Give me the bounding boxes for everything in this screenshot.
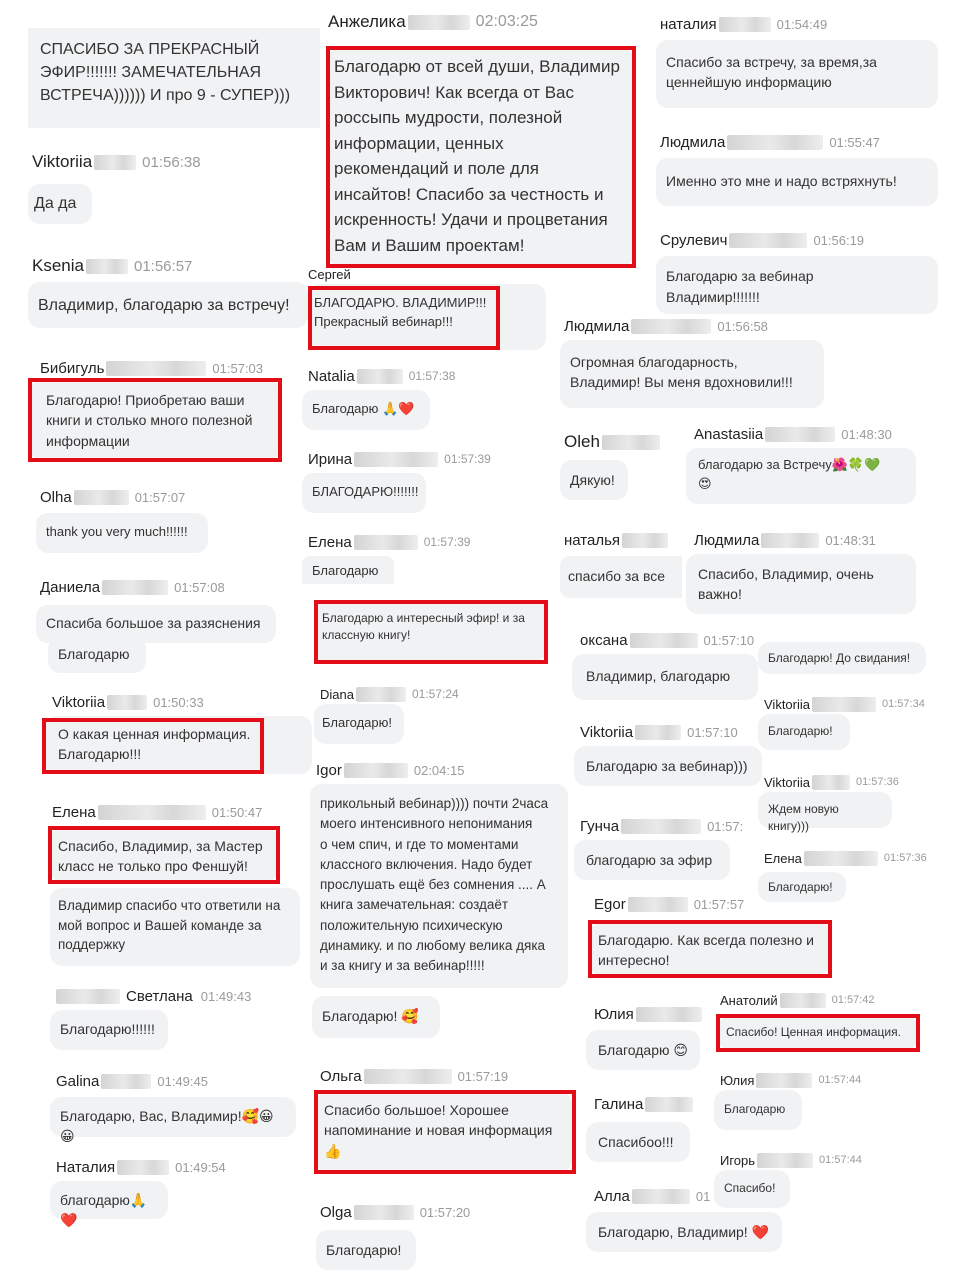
redacted-surname — [628, 897, 688, 912]
message-bubble: Благодарю! До свидания! — [758, 642, 926, 674]
sender-name: Viktoriia — [52, 693, 106, 711]
message-bubble: благодарю за эфир — [574, 840, 730, 880]
sender-name: Galina — [56, 1072, 100, 1090]
redacted-surname — [602, 435, 660, 450]
sender-name: Viktoriia — [764, 774, 811, 790]
sender-name: Сергей — [308, 266, 351, 282]
message-time: 01 — [695, 1188, 711, 1204]
message-bubble: Огромная благодарность, Владимир! Вы меня вдохновили!!! — [560, 340, 824, 408]
message-time: 01:56:38 — [142, 153, 201, 171]
message-bubble: благодарю за Встречу🌺🍀💚 😍 — [686, 448, 916, 504]
message-bubble: Владимир, благодарю — [572, 654, 758, 700]
sender-name: наталия — [660, 15, 717, 33]
sender-name: оксана — [580, 631, 628, 649]
redacted-surname — [757, 1153, 813, 1168]
redacted-surname — [354, 452, 438, 467]
message-bubble: Благодарю 😊 — [586, 1030, 700, 1070]
message-time: 01:48:31 — [825, 532, 876, 548]
message-bubble: Да да — [28, 184, 92, 224]
message-bubble: О какая ценная информация. Благодарю!!! — [44, 716, 312, 774]
sender-name: Срулевич — [660, 231, 728, 249]
sender-name: Гунча — [580, 817, 620, 835]
message-time: 01:57:39 — [444, 452, 491, 466]
redacted-surname — [354, 535, 418, 550]
message-bubble: БЛАГОДАРЮ. ВЛАДИМИР!!! Прекрасный вебинар!!! — [308, 284, 546, 350]
sender-name: Viktoriia — [32, 152, 93, 171]
message-time: 01:57:39 — [423, 535, 471, 549]
sender-name: Natalia — [308, 367, 355, 385]
message-bubble: Благодарю! 🥰 — [312, 996, 440, 1038]
message-bubble: Спасибо за встречу, за время,за ценнейшую информацию — [656, 40, 938, 108]
sender-name: Юлия — [720, 1072, 755, 1088]
message-time: 01:56:58 — [717, 318, 768, 334]
redacted-surname — [727, 135, 823, 150]
sender-name: Анатолий — [720, 992, 778, 1008]
redacted-surname — [729, 233, 807, 248]
message-time: 01:57:42 — [831, 994, 875, 1006]
message-bubble: Именно это мне и надо встряхнуть! — [656, 158, 938, 206]
message-time: 01:50:33 — [153, 694, 204, 710]
redacted-surname — [622, 533, 668, 548]
message-bubble: Спасибо! Ценная информация. — [718, 1016, 918, 1050]
message-bubble: Благодарю, Вас, Владимир!🥰😀😀 — [50, 1097, 296, 1137]
message-time: 01:57:24 — [411, 687, 459, 701]
sender-name: Галина — [594, 1095, 644, 1113]
sender-name: Людмила — [694, 531, 760, 549]
redacted-surname — [645, 1097, 693, 1112]
sender-name: наталья — [564, 531, 621, 549]
message-time: 01:56:19 — [813, 232, 865, 248]
redacted-surname — [621, 819, 701, 834]
message-bubble: Спасибо большое! Хорошее напоминание и новая информация 👍 — [316, 1092, 572, 1172]
message-time: 01:57:08 — [174, 579, 225, 595]
sender-name: Oleh — [564, 432, 600, 451]
message-time: 01:57: — [707, 818, 744, 834]
message-time: 01:57:38 — [408, 369, 456, 383]
redacted-surname — [98, 805, 206, 820]
message-bubble: Благодарю! — [314, 704, 404, 744]
message-time: 01:48:30 — [841, 426, 892, 442]
redacted-surname — [780, 993, 826, 1008]
redacted-surname — [101, 1074, 151, 1089]
redacted-surname — [107, 695, 147, 710]
sender-name: Елена — [764, 850, 802, 866]
sender-name: Igor — [316, 761, 342, 779]
sender-name: Алла — [594, 1187, 630, 1205]
sender-name: Viktoriia — [764, 696, 811, 712]
redacted-surname — [761, 533, 819, 548]
sender-name: Olga — [320, 1203, 352, 1221]
message-time: 01:49:43 — [200, 988, 252, 1004]
message-bubble: Благодарю за вебинар Владимир!!!!!!! — [656, 256, 938, 314]
sender-name: Даниела — [40, 578, 101, 596]
message-bubble: Спасиба большое за разяснения — [36, 605, 276, 643]
redacted-surname — [86, 259, 128, 274]
redacted-surname — [632, 1189, 690, 1204]
redacted-surname — [344, 763, 408, 778]
message-time: 01:57:44 — [819, 1154, 862, 1166]
message-bubble: Владимир спасибо что ответили на мой вопрос и Вашей команде за поддержку — [50, 888, 300, 966]
message-time: 01:57:36 — [856, 776, 899, 788]
sender-name: Ирина — [308, 450, 353, 468]
message-bubble: Владимир, благодарю за встречу! — [28, 282, 308, 328]
sender-name: Игорь — [720, 1152, 756, 1168]
message-bubble: Благодарю! — [316, 1230, 416, 1270]
redacted-surname — [106, 361, 206, 376]
redacted-surname — [630, 633, 698, 648]
message-time: 02:04:15 — [413, 762, 465, 778]
message-bubble: Благодарю! — [758, 872, 846, 902]
sender-name: Елена — [308, 533, 352, 551]
message-bubble: БЛАГОДАРЮ!!!!!!! — [302, 473, 426, 513]
sender-name: Viktoriia — [580, 723, 634, 741]
redacted-surname — [356, 687, 406, 702]
redacted-surname — [354, 1205, 414, 1220]
redacted-surname — [56, 989, 120, 1004]
message-bubble: Спасибо! — [714, 1170, 790, 1208]
message-bubble: благодарю🙏❤️ — [50, 1181, 168, 1219]
redacted-surname — [719, 17, 771, 32]
sender-name: Бибигуль — [40, 359, 105, 377]
message-bubble: Спасибо, Владимир, очень важно! — [686, 554, 916, 614]
sender-name: Ольга — [320, 1067, 362, 1085]
message-bubble: Благодарю а интересный эфир! и за классную книгу! — [314, 600, 546, 662]
sender-name: Елена — [52, 803, 96, 821]
sender-name: Людмила — [660, 133, 726, 151]
message-time: 02:03:25 — [475, 13, 538, 30]
sender-name: Людмила — [564, 317, 630, 335]
message-time: 01:57:10 — [687, 724, 738, 740]
redacted-surname — [631, 319, 711, 334]
redacted-surname — [102, 580, 168, 595]
sender-name: Анжелика — [328, 12, 406, 31]
sender-name: Светлана — [126, 987, 193, 1005]
message-bubble: СПАСИБО ЗА ПРЕКРАСНЫЙ ЭФИР!!!!!!! ЗАМЕЧАТЕЛЬНАЯ ВСТРЕЧА)))))) И про 9 - СУПЕР))) — [28, 28, 320, 128]
message-bubble: Благодарю за вебинар))) — [574, 746, 762, 786]
message-time: 01:57:44 — [818, 1074, 862, 1086]
redacted-surname — [408, 15, 470, 30]
message-bubble: Спасибо, Владимир, за Мастер класс не только про Феншуй! — [50, 828, 278, 882]
message-bubble: Благодарю от всей души, Владимир Викторович! Как всегда от Вас россыпь мудрости, полезной информации, ценных рекомендаций и поле для инсайтов! Спасибо за честность и искренность! Удачи и процветания Вам и Вашим проектам! — [328, 48, 634, 266]
message-time: 01:57:19 — [457, 1068, 509, 1084]
message-bubble: прикольный вебинар)))) почти 2часа моего интенсивного непонимания о чем спич, и где то моментами классного включения. Надо будет прослушать ещё без сомнения .... А книга замечательная: создаёт положительную психическую динамику. и по любому велика дяка и за книгу и за вебинар!!!!! — [310, 784, 568, 988]
message-time: 01:57:57 — [693, 896, 745, 912]
message-bubble: спасибо за все — [560, 556, 682, 598]
redacted-surname — [635, 725, 681, 740]
sender-name: Olha — [40, 488, 72, 506]
message-time: 01:57:34 — [882, 698, 925, 710]
message-bubble: Благодарю — [302, 556, 394, 584]
message-bubble: Благодарю! — [758, 714, 850, 750]
message-bubble: Благодарю 🙏❤️ — [302, 390, 430, 430]
message-bubble: Благодарю, Владимир! ❤️ — [586, 1212, 782, 1252]
redacted-surname — [812, 697, 876, 712]
message-time: 01:49:54 — [175, 1159, 226, 1175]
message-time: 01:56:57 — [133, 257, 193, 275]
redacted-surname — [364, 1069, 452, 1084]
redacted-surname — [94, 155, 136, 170]
sender-name: Юлия — [594, 1005, 634, 1023]
message-time: 01:49:45 — [157, 1073, 208, 1089]
redacted-surname — [636, 1007, 702, 1022]
message-bubble: Дякую! — [560, 460, 628, 500]
sender-name: Diana — [320, 686, 354, 702]
sender-name: Наталия — [56, 1158, 116, 1176]
message-bubble: thank you very much!!!!!! — [36, 513, 208, 553]
redacted-surname — [756, 1073, 812, 1088]
message-bubble: Благодарю!!!!!! — [50, 1010, 168, 1050]
sender-name: Anastasiia — [694, 425, 764, 443]
message-bubble: Благодарю! Приобретаю ваши книги и столько много полезной информации — [30, 380, 280, 460]
message-bubble: Благодарю — [714, 1090, 802, 1130]
redacted-surname — [357, 369, 403, 384]
message-time: 01:57:20 — [419, 1204, 471, 1220]
message-time: 01:57:03 — [212, 360, 264, 376]
message-time: 01:57:10 — [703, 632, 755, 648]
message-bubble: Благодарю. Как всегда полезно и интересно! — [590, 922, 830, 976]
message-bubble: Благодарю — [48, 637, 146, 673]
message-time: 01:55:47 — [829, 134, 880, 150]
message-bubble: Спасибоо!!! — [586, 1122, 690, 1162]
message-time: 01:50:47 — [211, 804, 263, 820]
redacted-surname — [804, 851, 878, 866]
sender-name: Egor — [594, 895, 626, 913]
sender-name: Ksenia — [32, 256, 84, 275]
redacted-surname — [117, 1160, 169, 1175]
redacted-surname — [812, 775, 850, 790]
message-time: 01:57:36 — [883, 852, 927, 864]
redacted-surname — [765, 427, 835, 442]
message-time: 01:54:49 — [776, 16, 828, 32]
message-time: 01:57:07 — [134, 489, 186, 505]
redacted-surname — [74, 490, 129, 505]
message-bubble: Ждем новую книгу))) — [758, 792, 892, 828]
